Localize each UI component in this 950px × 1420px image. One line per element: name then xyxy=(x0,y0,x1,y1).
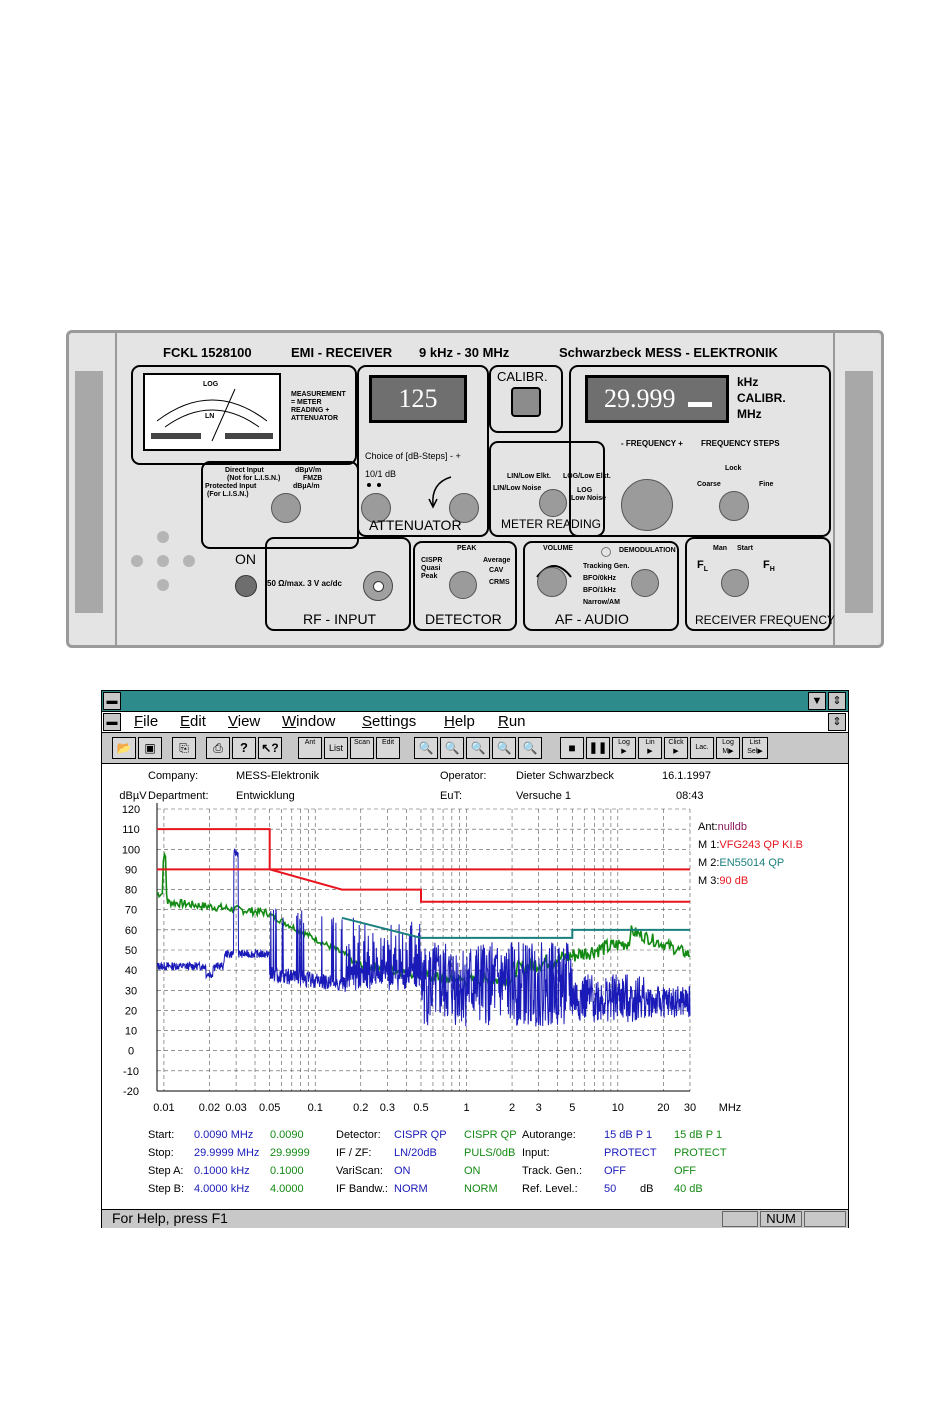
zoom-icon[interactable]: 🔍 xyxy=(518,737,542,759)
application-window xyxy=(101,690,849,1228)
log-label: LOG xyxy=(577,487,593,494)
doc-restore-icon[interactable]: ⇕ xyxy=(828,713,846,731)
detector-crms-label: CRMS xyxy=(489,579,510,586)
analog-meter xyxy=(143,373,281,451)
frequency-label: - FREQUENCY + xyxy=(621,439,683,448)
x-tick-label: 0.05 xyxy=(258,1102,281,1114)
frequency-tuning-knob[interactable] xyxy=(621,479,673,531)
unit-dbuam: dBµA/m xyxy=(293,483,320,490)
freq-unit-mhz: MHz xyxy=(737,407,762,421)
legend-ant: Ant:nulldb xyxy=(698,821,747,833)
pause-icon[interactable]: ❚❚ xyxy=(586,737,610,759)
operator-label: Operator: xyxy=(440,770,487,782)
lin-button[interactable]: Lin ▶ xyxy=(638,737,662,759)
fh-label: $F_H$ xyxy=(763,559,775,574)
menu-view[interactable]: View xyxy=(228,713,261,730)
stop-value-2: 29.9999 xyxy=(270,1147,310,1159)
y-tick-label: -20 xyxy=(123,1086,139,1098)
detector-label: Detector: xyxy=(336,1129,381,1141)
limit-line xyxy=(157,829,690,902)
variscan-label: VariScan: xyxy=(336,1165,383,1177)
rf-input-label: RF - INPUT xyxy=(303,611,377,627)
y-tick-label: 30 xyxy=(124,985,138,998)
lock-label: Lock xyxy=(725,465,742,472)
calibr-button[interactable] xyxy=(511,387,541,417)
click-button[interactable]: Click ▶ xyxy=(664,737,688,759)
detector-value-1: CISPR QP xyxy=(394,1129,447,1141)
ref-level-unit: dB xyxy=(640,1183,654,1195)
power-label: ON xyxy=(235,551,256,567)
scan-button[interactable]: Scan xyxy=(350,737,374,759)
date-value: 16.1.1997 xyxy=(662,770,711,782)
x-tick-label: 0.1 xyxy=(307,1102,323,1114)
open-icon[interactable]: 📂 xyxy=(112,737,136,759)
indicator-dot xyxy=(367,483,371,487)
man-label: Man xyxy=(713,545,727,552)
y-tick-label: 0 xyxy=(127,1045,135,1058)
frequency-steps-knob[interactable] xyxy=(719,491,749,521)
time-value: 08:43 xyxy=(676,790,704,802)
eut-label: EuT: xyxy=(440,790,463,802)
department-value: Entwicklung xyxy=(236,790,295,802)
rf-input-spec: 50 Ω/max. 3 V ac/dc xyxy=(267,579,342,588)
autorange-label: Autorange: xyxy=(522,1129,576,1141)
zoom-icon[interactable]: 🔍 xyxy=(414,737,438,759)
x-tick-label: 30 xyxy=(683,1102,697,1114)
save-icon[interactable]: ▣ xyxy=(138,737,162,759)
x-tick-label: 0.2 xyxy=(353,1102,369,1114)
freq-calibr: CALIBR. xyxy=(737,391,786,405)
frequency-value: 29.999 xyxy=(604,384,676,413)
power-button[interactable] xyxy=(235,575,257,597)
title-bar xyxy=(102,691,848,712)
ref-level-label: Ref. Level.: xyxy=(522,1183,578,1195)
tracking-gen-label: Tracking Gen. xyxy=(583,563,630,570)
unit-dbuvm: dBµV/m xyxy=(295,467,322,474)
spectrum-chart xyxy=(102,783,848,1123)
list-button[interactable]: List xyxy=(324,737,348,759)
meter-ln-label: LN xyxy=(205,413,215,420)
log-elkt-label: LOG/Low Elkt. xyxy=(563,473,611,480)
y-tick-label: 60 xyxy=(124,924,138,937)
decor-dot xyxy=(157,579,169,591)
step-a-label: Step A: xyxy=(148,1165,184,1177)
bfo1-label: BFO/1kHz xyxy=(583,587,617,594)
document-menu-icon[interactable]: ▬ xyxy=(103,713,121,731)
track-gen-value-2: OFF xyxy=(674,1165,696,1177)
indicator-dot xyxy=(377,483,381,487)
start-value-1: 0.0090 MHz xyxy=(194,1129,254,1141)
lac-button[interactable]: Lac. xyxy=(690,737,714,759)
eut-value: Versuche 1 xyxy=(516,790,572,802)
x-tick-label: 0.02 xyxy=(198,1102,221,1114)
if-value-2: PULS/0dB xyxy=(464,1147,516,1159)
company-label: Company: xyxy=(148,770,199,782)
input-label: Input: xyxy=(522,1147,550,1159)
decor-dot xyxy=(131,555,143,567)
y-tick-label: 110 xyxy=(122,824,140,837)
demodulation-led xyxy=(601,547,611,557)
direct-input-label: Direct Input xyxy=(225,467,264,474)
x-tick-label: 0.3 xyxy=(379,1102,396,1114)
track-gen-value-1: OFF xyxy=(604,1165,626,1177)
menu-bar xyxy=(102,712,848,733)
log-noise-label: Low Noise xyxy=(571,495,607,502)
receiver-frequency-label: RECEIVER FREQUENCY xyxy=(695,613,836,627)
panel-range: 9 kHz - 30 MHz xyxy=(419,345,510,360)
menu-run[interactable]: Run xyxy=(498,713,526,730)
legend-m1: M 1:VFG243 QP KI.B xyxy=(698,839,803,851)
detector-peak-label: PEAK xyxy=(457,545,477,552)
step-a-value-1: 0.1000 kHz xyxy=(194,1165,250,1177)
toolbar xyxy=(102,733,848,764)
zoom-icon[interactable]: 🔍 xyxy=(466,737,490,759)
y-tick-label: 100 xyxy=(121,844,141,857)
stop-icon[interactable]: ■ xyxy=(560,737,584,759)
log-m-button[interactable]: Log M▶ xyxy=(716,737,740,759)
detector-cispr-label: CISPR xyxy=(421,557,443,564)
protected-input-label: Protected Input xyxy=(205,483,257,490)
lin-elkt-label: LIN/Low Elkt. xyxy=(507,473,551,480)
step-b-value-2: 4.0000 xyxy=(270,1183,304,1195)
rotate-arrow-icon xyxy=(425,473,455,509)
operator-value: Dieter Schwarzbeck xyxy=(516,770,614,782)
audio-label: AF - AUDIO xyxy=(555,611,629,627)
decor-dot xyxy=(157,555,169,567)
autorange-value-2: 15 dB P 1 xyxy=(674,1129,723,1141)
detector-label: DETECTOR xyxy=(425,611,502,627)
y-axis-unit: dBµV xyxy=(119,790,147,802)
detector-value-2: CISPR QP xyxy=(464,1129,517,1141)
log-button[interactable]: Log ▶ xyxy=(612,737,636,759)
if-bandwidth-value-2: NORM xyxy=(464,1183,498,1195)
variscan-value-2: ON xyxy=(464,1165,481,1177)
menu-help[interactable]: Help xyxy=(444,713,475,730)
if-value-1: LN/20dB xyxy=(394,1147,437,1159)
y-tick-label: 80 xyxy=(124,884,138,897)
y-tick-label: 10 xyxy=(124,1025,138,1038)
receiver-front-panel xyxy=(66,330,884,648)
legend-m2: M 2:EN55014 QP xyxy=(698,857,785,869)
x-tick-label: 2 xyxy=(508,1102,516,1114)
company-value: MESS-Elektronik xyxy=(236,770,320,782)
meter-reading-knob[interactable] xyxy=(539,489,567,517)
meter-reading-label: METER READING xyxy=(501,517,602,531)
stop-value-1: 29.9999 MHz xyxy=(194,1147,260,1159)
y-tick-label: 40 xyxy=(124,965,138,978)
x-tick-label: 0.5 xyxy=(413,1102,429,1114)
x-tick-label: 0.01 xyxy=(153,1102,175,1114)
protected-input-note: (For L.I.S.N.) xyxy=(207,491,249,498)
attenuator-choice-label: Choice of [dB-Steps] - + xyxy=(365,451,461,461)
fl-label: $F_L$ xyxy=(697,559,709,574)
track-gen-label: Track. Gen.: xyxy=(522,1165,583,1177)
frequency-steps-label: FREQUENCY STEPS xyxy=(701,439,780,448)
x-tick-label: 10 xyxy=(611,1102,624,1114)
meter-legend: MEASUREMENT = METER READING + ATTENUATOR xyxy=(291,391,346,422)
stop-label: Stop: xyxy=(148,1147,174,1159)
x-tick-label: 0.03 xyxy=(225,1102,247,1114)
demodulation-knob[interactable] xyxy=(631,569,659,597)
system-menu-icon[interactable]: ▬ xyxy=(103,692,121,710)
zoom-icon[interactable]: 🔍 xyxy=(440,737,464,759)
lin-noise-label: LIN/Low Noise xyxy=(493,485,542,492)
ref-level-value-1: 50 xyxy=(604,1183,617,1195)
status-cell xyxy=(804,1211,846,1227)
menu-file[interactable]: File xyxy=(134,713,159,730)
status-bar xyxy=(102,1209,848,1228)
panel-type: EMI - RECEIVER xyxy=(291,345,393,360)
x-tick-label: 20 xyxy=(657,1102,670,1114)
unit-fmzb: FMZB xyxy=(303,475,323,482)
rack-slot xyxy=(75,371,103,613)
y-tick-label: 120 xyxy=(121,804,141,816)
if-label: IF / ZF: xyxy=(336,1147,372,1159)
list-sel-button[interactable]: List Sel▶ xyxy=(742,737,768,759)
detector-cav-label: CAV xyxy=(489,567,504,574)
input-value-2: PROTECT xyxy=(674,1147,727,1159)
rack-slot xyxy=(845,371,873,613)
y-tick-label: -10 xyxy=(123,1065,139,1078)
panel-model: FCKL 1528100 xyxy=(163,345,252,360)
help-icon[interactable]: ? xyxy=(232,737,256,759)
y-tick-label: 70 xyxy=(124,904,138,917)
coarse-label: Coarse xyxy=(697,481,721,488)
y-tick-label: 50 xyxy=(124,945,138,957)
start-label: Start xyxy=(737,545,753,552)
restore-icon[interactable]: ⇕ xyxy=(828,692,846,710)
if-bandwidth-label: IF Bandw.: xyxy=(336,1183,388,1195)
status-num: NUM xyxy=(760,1211,802,1227)
freq-unit-khz: kHz xyxy=(737,375,759,389)
department-label: Department: xyxy=(148,790,209,802)
narrow-am-label: Narrow/AM xyxy=(583,599,620,606)
start-value-2: 0.0090 xyxy=(270,1129,304,1141)
demodulation-label: DEMODULATION xyxy=(619,547,676,554)
menu-settings[interactable]: Settings xyxy=(362,713,417,730)
attenuator-step-label: 10/1 dB xyxy=(365,469,397,479)
zoom-icon[interactable]: 🔍 xyxy=(492,737,516,759)
x-axis-unit: MHz xyxy=(718,1102,742,1114)
help-pointer-icon[interactable]: ↖? xyxy=(258,737,282,759)
right-rack-ear xyxy=(833,333,881,645)
detector-average-label: Average xyxy=(483,557,511,564)
menu-edit[interactable]: Edit xyxy=(180,713,206,730)
edit-button[interactable]: Edit xyxy=(376,737,400,759)
calibr-label: CALIBR. xyxy=(497,369,548,384)
status-help-text: For Help, press F1 xyxy=(112,1210,228,1226)
input-selector-knob[interactable] xyxy=(271,493,301,523)
frequency-display xyxy=(585,375,729,423)
copy-icon[interactable]: ⎘ xyxy=(172,737,196,759)
volume-knob[interactable] xyxy=(537,567,567,597)
attenuator-display: 125 xyxy=(369,375,467,423)
decor-dot xyxy=(157,531,169,543)
rf-input-connector[interactable] xyxy=(363,571,393,601)
detector-knob[interactable] xyxy=(449,571,477,599)
variscan-value-1: ON xyxy=(394,1165,411,1177)
start-label: Start: xyxy=(148,1129,175,1141)
input-value-1: PROTECT xyxy=(604,1147,657,1159)
fine-label: Fine xyxy=(759,481,774,488)
cursor-bar xyxy=(688,402,712,407)
axis-button[interactable]: Ant xyxy=(298,737,322,759)
decor-dot xyxy=(183,555,195,567)
step-b-label: Step B: xyxy=(148,1183,185,1195)
detector-peak2-label: Peak xyxy=(421,573,438,580)
y-tick-label: 90 xyxy=(124,864,138,877)
left-rack-ear xyxy=(69,333,117,645)
y-tick-label: 20 xyxy=(124,1005,138,1018)
autorange-value-1: 15 dB P 1 xyxy=(604,1129,653,1141)
x-tick-label: 3 xyxy=(535,1102,542,1114)
volume-label: VOLUME xyxy=(543,545,573,552)
direct-input-note: (Not for L.I.S.N.) xyxy=(227,475,281,482)
legend-m3: M 3:90 dB xyxy=(698,875,749,887)
if-bandwidth-value-1: NORM xyxy=(394,1183,428,1195)
minimize-icon[interactable]: ▼ xyxy=(808,692,826,710)
bfo0-label: BFO/0kHz xyxy=(583,575,617,582)
print-icon[interactable]: ⎙ xyxy=(206,737,230,759)
step-a-value-2: 0.1000 xyxy=(270,1165,304,1177)
attenuator-label: ATTENUATOR xyxy=(369,517,462,533)
x-tick-label: 1 xyxy=(463,1102,470,1114)
receiver-frequency-knob[interactable] xyxy=(721,569,749,597)
panel-maker: Schwarzbeck MESS - ELEKTRONIK xyxy=(559,345,778,360)
menu-window[interactable]: Window xyxy=(282,713,336,730)
ref-level-value-2: 40 dB xyxy=(674,1183,703,1195)
step-b-value-1: 4.0000 kHz xyxy=(194,1183,250,1195)
status-cell xyxy=(722,1211,758,1227)
x-tick-label: 5 xyxy=(569,1102,576,1114)
detector-quasi-label: Quasi xyxy=(421,565,441,572)
meter-log-label: LOG xyxy=(203,381,219,388)
